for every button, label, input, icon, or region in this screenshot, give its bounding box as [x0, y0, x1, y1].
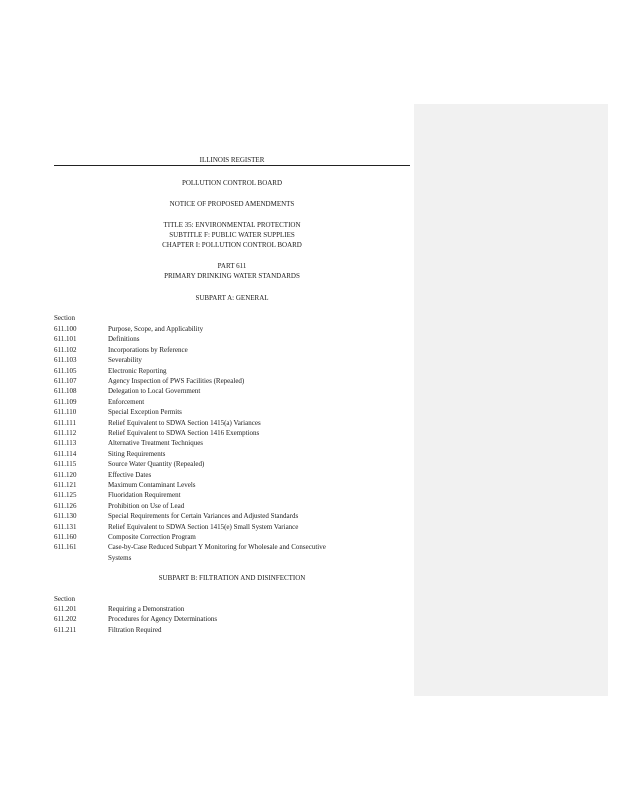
title-line-2: SUBTITLE F: PUBLIC WATER SUPPLIES — [169, 231, 295, 239]
section-number: 611.109 — [54, 397, 77, 406]
section-label-b: Section — [54, 595, 75, 603]
section-number: 611.115 — [54, 460, 77, 469]
section-title: Systems — [108, 553, 132, 562]
section-title: Agency Inspection of PWS Facilities (Repealed) — [108, 377, 245, 385]
section-title: Case-by-Case Reduced Subpart Y Monitoring for Wholesale and Consecutive — [108, 543, 326, 552]
section-title: Electronic Reporting — [108, 366, 167, 375]
part-name: PRIMARY DRINKING WATER STANDARDS — [164, 272, 300, 280]
title-line-1: TITLE 35: ENVIRONMENTAL PROTECTION — [163, 221, 301, 229]
section-number: 611.110 — [54, 408, 77, 417]
section-title: Special Exception Permits — [108, 408, 182, 417]
part-number: PART 611 — [217, 262, 247, 270]
section-title: Fluoridation Requirement — [108, 491, 181, 500]
section-title: Severability — [108, 356, 142, 365]
section-title: Composite Correction Program — [108, 533, 196, 541]
section-number: 611.161 — [54, 543, 77, 552]
section-number: 611.111 — [54, 418, 76, 427]
section-number: 611.101 — [54, 335, 77, 344]
title-line-3: CHAPTER I: POLLUTION CONTROL BOARD — [162, 241, 302, 249]
section-title: Requiring a Demonstration — [108, 605, 185, 613]
subpart-a-heading: SUBPART A: GENERAL — [195, 294, 269, 302]
section-number: 611.103 — [54, 356, 77, 365]
section-number: 611.113 — [54, 439, 77, 448]
section-number: 611.125 — [54, 491, 77, 500]
section-number: 611.211 — [54, 625, 77, 634]
section-number: 611.126 — [54, 501, 77, 510]
notice-heading: NOTICE OF PROPOSED AMENDMENTS — [169, 200, 295, 208]
section-title: Effective Dates — [108, 470, 152, 479]
register-header: ILLINOIS REGISTER — [199, 156, 265, 164]
section-title: Procedures for Agency Determinations — [108, 615, 218, 624]
section-title: Filtration Required — [108, 625, 162, 634]
section-number: 611.202 — [54, 615, 77, 624]
section-label: Section — [54, 314, 75, 322]
section-number: 611.160 — [54, 533, 77, 541]
section-number: 611.130 — [54, 512, 77, 521]
section-number: 611.102 — [54, 345, 77, 354]
section-title: Relief Equivalent to SDWA Section 1415(e) Small System Variance — [108, 522, 299, 531]
section-number: 611.108 — [54, 387, 77, 396]
section-number: 611.114 — [54, 449, 77, 458]
agency-name: POLLUTION CONTROL BOARD — [181, 179, 283, 187]
section-title: Incorporations by Reference — [108, 345, 188, 354]
section-title: Delegation to Local Government — [108, 387, 201, 396]
header-rule — [54, 165, 410, 166]
section-number: 611.120 — [54, 470, 77, 479]
section-title: Special Requirements for Certain Variances and Adjusted Standards — [108, 512, 299, 521]
section-title: Definitions — [108, 335, 140, 344]
section-number: 611.121 — [54, 481, 77, 489]
section-title: Source Water Quantity (Repealed) — [108, 460, 205, 469]
section-number: 611.100 — [54, 325, 77, 333]
subpart-b-heading: SUBPART B: FILTRATION AND DISINFECTION — [158, 574, 306, 582]
section-number: 611.105 — [54, 366, 77, 375]
comment-sidebar — [414, 104, 608, 696]
section-title: Prohibition on Use of Lead — [108, 501, 185, 510]
section-title: Siting Requirements — [108, 449, 166, 458]
section-number: 611.112 — [54, 429, 77, 437]
section-title: Enforcement — [108, 397, 145, 406]
section-title: Purpose, Scope, and Applicability — [108, 325, 204, 333]
section-title: Alternative Treatment Techniques — [108, 439, 204, 448]
section-number: 611.201 — [54, 605, 77, 613]
section-title: Maximum Contaminant Levels — [108, 481, 196, 489]
section-number: 611.131 — [54, 522, 77, 531]
section-number: 611.107 — [54, 377, 77, 385]
section-title: Relief Equivalent to SDWA Section 1416 Exemptions — [108, 429, 260, 437]
section-title: Relief Equivalent to SDWA Section 1415(a) Variances — [108, 418, 261, 427]
